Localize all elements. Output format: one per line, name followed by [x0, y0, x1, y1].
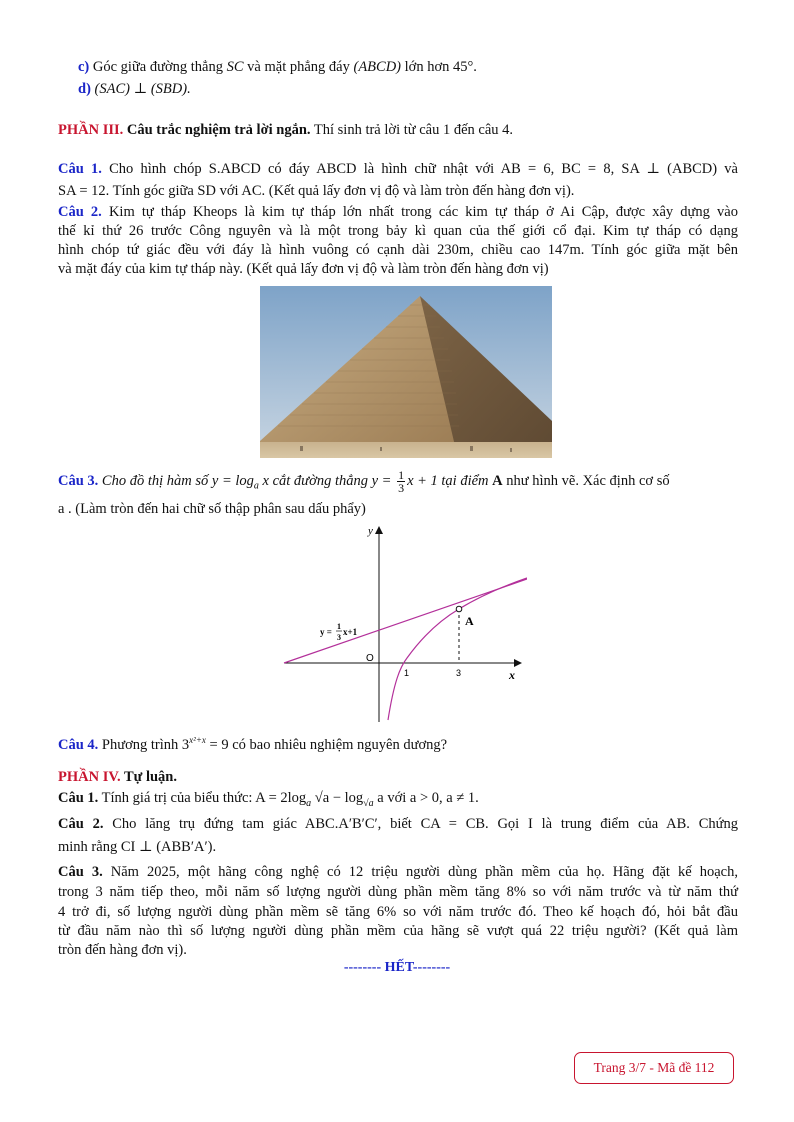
- part4-q3-line3: 4 trở đi, số lượng người dùng phần mềm sẽ tăng 6% so với năm trước đó. Theo kế hoạch đó, hỏi bắt đầu: [58, 904, 738, 920]
- statement-c: c) Góc giữa đường thẳng SC và mặt phẳng đáy (ABCD) lớn hơn 45°.: [78, 59, 477, 75]
- part4-heading: PHẦN IV. Tự luận.: [58, 769, 177, 785]
- part3-q2-line4: và mặt đáy của kim tự tháp này. (Kết quả lấy đơn vị độ và làm tròn đến hàng đơn vị): [58, 261, 549, 277]
- part4-q3-line5: tròn đến hàng đơn vị).: [58, 942, 187, 958]
- part3-q2-line1: Câu 2. Kim tự tháp Kheops là kim tự tháp lớn nhất trong các kim tự tháp ở Ai Cập, được xây dựng vào: [58, 204, 738, 220]
- line-y-third-x-plus-1: [284, 579, 527, 663]
- line-label-prefix: y =: [320, 627, 332, 637]
- log-curve: [388, 578, 527, 720]
- part3-q1-line2: SA = 12. Tính góc giữa SD với AC. (Kết quả lấy đơn vị độ và làm tròn đến hàng đơn vị).: [58, 183, 575, 199]
- x-axis-label: x: [509, 668, 515, 682]
- end-mark: -------- HẾT--------: [343, 960, 451, 975]
- line-label-denominator: 3: [337, 633, 341, 642]
- part4-q3-line4: từ đầu năm nào thì số lượng người dùng phần mềm của hãng sẽ vượt quá 22 triệu người? (Kết quả làm: [58, 923, 738, 939]
- part4-q2-line1: Câu 2. Cho lăng trụ đứng tam giác ABC.A′B′C′, biết CA = CB. Gọi I là trung điểm của AB. Chứng: [58, 816, 738, 832]
- part4-q3-line1: Câu 3. Năm 2025, một hãng công nghệ có 12 triệu người dùng phần mềm của họ. Hãng đặt kế hoạch,: [58, 864, 738, 880]
- point-a-label: A: [465, 614, 474, 628]
- part4-q3-line2: trong 3 năm tiếp theo, mỗi năm số lượng người dùng phần mềm tăng 8% so với năm trước và từ năm thứ: [58, 884, 738, 900]
- part3-q2-line3: hình chóp tứ giác đều với đáy là hình vuông có cạnh dài 230m, chiều cao 147m. Tính góc giữa mặt bên: [58, 242, 738, 258]
- part4-q2-line2: minh rằng CI ⊥ (ABB′A′).: [58, 839, 217, 855]
- line-label-suffix: x+1: [343, 627, 358, 637]
- pyramid-photo: [260, 286, 552, 458]
- tick-1-label: 1: [404, 668, 410, 678]
- part3-q1-line1: Câu 1. Cho hình chóp S.ABCD có đáy ABCD là hình chữ nhật với AB = 6, BC = 8, SA ⊥ (ABCD) và: [58, 161, 738, 177]
- part3-q3-line1: Câu 3. Cho đồ thị hàm số $y = \log_a x$ cắt đường thẳng y = $\frac{1}{3}$ x + 1 tại điểm A như hình vẽ. Xác định cơ số: [58, 468, 670, 495]
- fraction-one-third: $\frac{1}{3}$: [398, 468, 405, 495]
- tick-3-label: 3: [456, 668, 462, 678]
- statement-d: d) (SAC) ⊥ (SBD).: [78, 81, 191, 97]
- part3-q4: Câu 4. Phương trình $3^{x^2+x} = 9$ có bao nhiêu nghiệm nguyên dương?: [58, 735, 448, 753]
- y-axis-label: y: [368, 525, 373, 537]
- part3-q3-line2: a . (Làm tròn đến hai chữ số thập phân sau dấu phẩy): [58, 501, 366, 517]
- log-graph: [282, 522, 527, 727]
- point-a: [456, 606, 462, 612]
- part3-heading: PHẦN III. Câu trắc nghiệm trả lời ngắn. Thí sinh trả lời từ câu 1 đến câu 4.: [58, 122, 514, 138]
- page-footer: Trang 3/7 - Mã đề 112: [574, 1052, 734, 1084]
- line-label-numerator: 1: [337, 622, 341, 631]
- part3-q2-line2: thế kỉ thứ 26 trước Công nguyên và là một trong bảy kì quan của thế giới cổ đại. Kim tự tháp có dạng: [58, 223, 738, 239]
- origin-label: O: [366, 653, 374, 664]
- part4-q1: Câu 1. Tính giá trị của biểu thức: $A = 2\log_a$ $√a - \log_{√a} a$ với a > 0, a ≠ 1.: [58, 790, 479, 809]
